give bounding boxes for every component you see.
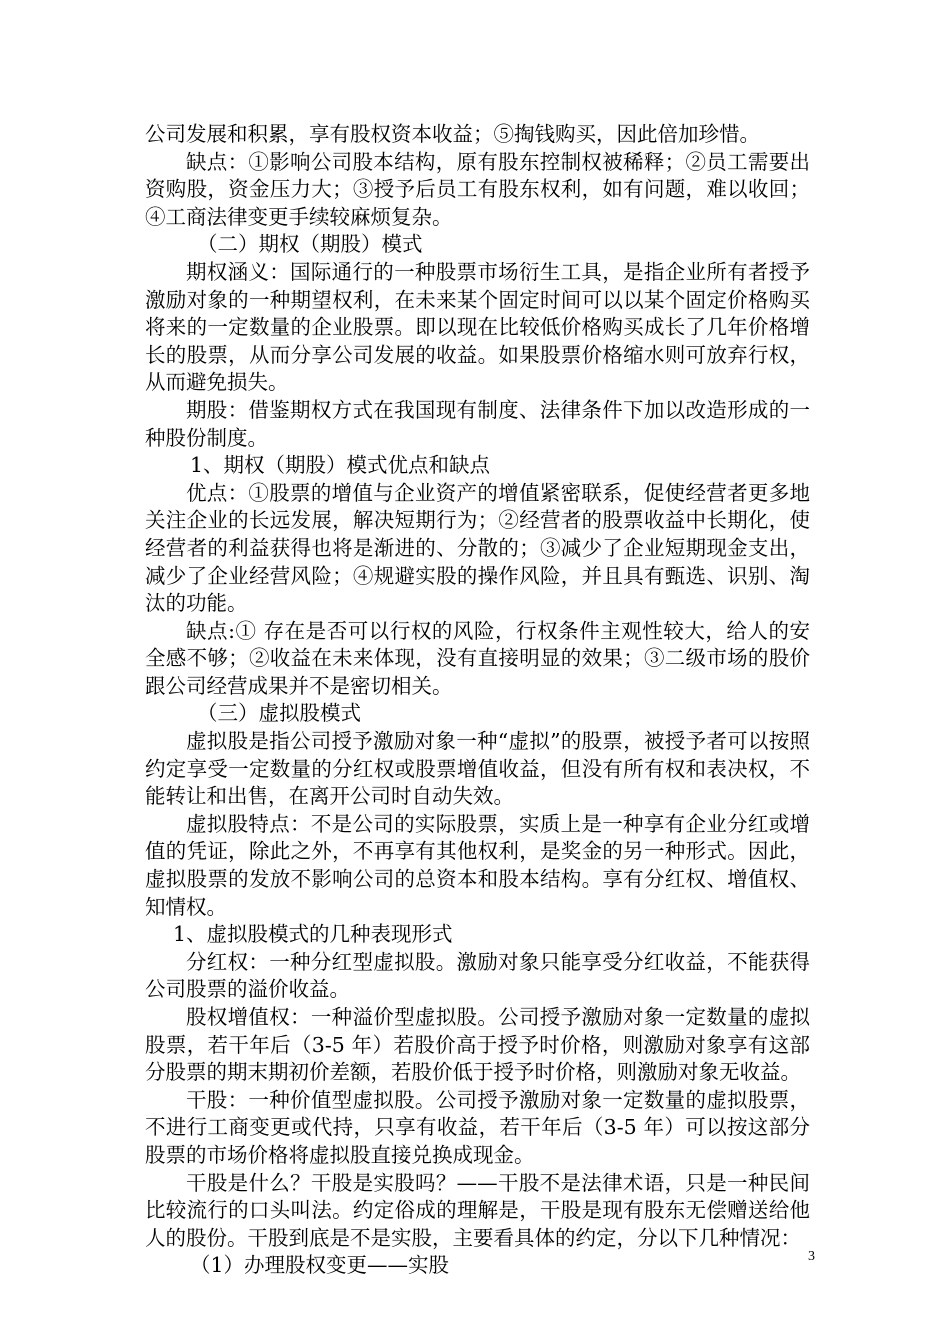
page-number: 3 <box>808 1249 815 1264</box>
paragraph: 缺点：①影响公司股本结构，原有股东控制权被稀释；②员工需要出资购股，资金压力大；③授予后员工有股东权利，如有问题，难以收回；④工商法律变更手续较麻烦复杂。 <box>145 149 810 229</box>
subsection-heading: （1）办理股权变更——实股 <box>190 1253 450 1278</box>
page-body <box>145 121 810 1280</box>
section-heading: （二）期权（期股）模式 <box>197 232 423 257</box>
paragraph: 优点：①股票的增值与企业资产的增值紧密联系，促使经营者更多地关注企业的长远发展，解决短期行为；②经营者的股票收益中长期化，使经营者的利益获得也将是渐进的、分散的；③减少了企业短期现金支出，减少了企业经营风险；④规避实股的操作风险，并且具有甄选、识别、淘汰的功能。 <box>145 480 810 616</box>
paragraph: 干股是什么？干股是实股吗？——干股不是法律术语，只是一种民间比较流行的口头叫法。约定俗成的理解是，干股是现有股东无偿赠送给他人的股份。干股到底是不是实股，主要看具体的约定，分以下几种情况： <box>145 1170 810 1250</box>
paragraph: 公司发展和积累，享有股权资本收益；⑤掏钱购买，因此倍加珍惜。 <box>145 122 760 146</box>
subsection-heading: 1、虚拟股模式的几种表现形式 <box>173 922 453 947</box>
paragraph: 分红权：一种分红型虚拟股。激励对象只能享受分红收益，不能获得公司股票的溢价收益。 <box>145 949 810 1002</box>
paragraph: 缺点:① 存在是否可以行权的风险，行权条件主观性较大，给人的安全感不够；②收益在未来体现，没有直接明显的效果；③二级市场的股价跟公司经营成果并不是密切相关。 <box>145 618 810 698</box>
paragraph: 期股：借鉴期权方式在我国现有制度、法律条件下加以改造形成的一种股份制度。 <box>145 397 810 450</box>
paragraph: 虚拟股特点：不是公司的实际股票，实质上是一种享有企业分红或增值的凭证，除此之外，不再享有其他权利，是奖金的另一种形式。因此，虚拟股票的发放不影响公司的总资本和股本结构。享有分红权、增值权、知情权。 <box>145 811 810 919</box>
paragraph: 虚拟股是指公司授予激励对象一种“虚拟”的股票，被授予者可以按照约定享受一定数量的分红权或股票增值收益，但没有所有权和表决权，不能转让和出售，在离开公司时自动失效。 <box>145 729 810 809</box>
section-heading: （三）虚拟股模式 <box>197 701 361 726</box>
subsection-heading: 1、期权（期股）模式优点和缺点 <box>190 453 491 478</box>
paragraph: 干股：一种价值型虚拟股。公司授予激励对象一定数量的虚拟股票，不进行工商变更或代持，只享有收益，若干年后（3-5 年）可以按这部分股票的市场价格将虚拟股直接兑换成现金。 <box>145 1087 810 1167</box>
paragraph: 期权涵义：国际通行的一种股票市场衍生工具，是指企业所有者授予激励对象的一种期望权利，在未来某个固定时间可以以某个固定价格购买将来的一定数量的企业股票。即以现在比较低价格购买成长了几年价格增长的股票，从而分享公司发展的收益。如果股票价格缩水则可放弃行权，从而避免损失。 <box>145 259 810 395</box>
paragraph: 股权增值权：一种溢价型虚拟股。公司授予激励对象一定数量的虚拟股票，若干年后（3-5 年）若股价高于授予时价格，则激励对象享有这部分股票的期末期初价差额，若股价低于授予时价格，则激励对象无收益。 <box>145 1005 810 1085</box>
